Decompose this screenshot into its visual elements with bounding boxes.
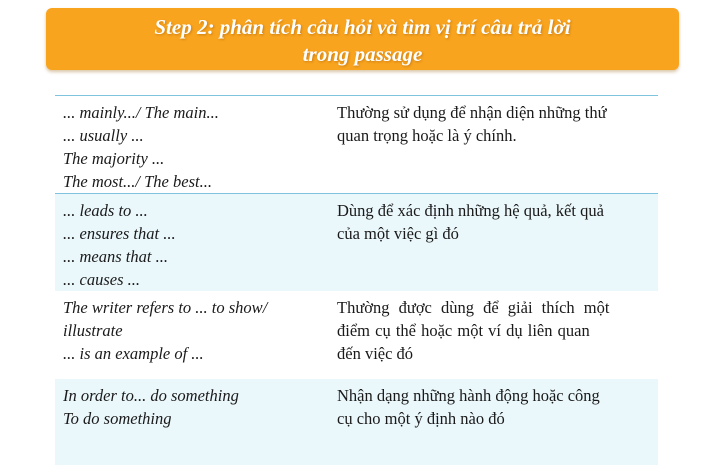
meaning-line: đến việc đó	[337, 344, 414, 363]
phrase-cell	[63, 199, 333, 291]
phrase-line: The majority ...	[63, 149, 165, 168]
banner-title-line-2: trong passage	[302, 42, 423, 66]
table-row	[55, 96, 658, 193]
phrase-line: ... is an example of ...	[63, 344, 204, 363]
meaning-line: của một việc gì đó	[337, 224, 459, 243]
meaning-cell	[337, 296, 651, 365]
meaning-line: Dùng để xác định những hệ quả, kết quả	[337, 201, 604, 220]
phrase-line: illustrate	[63, 321, 123, 340]
phrase-line: ... usually ...	[63, 126, 144, 145]
meaning-line: cụ cho một ý định nào đó	[337, 409, 505, 428]
phrase-line: ... mainly.../ The main...	[63, 103, 219, 122]
meaning-line: Nhận dạng những hành động hoặc công	[337, 386, 600, 405]
table-row	[55, 291, 658, 379]
phrase-line: The most.../ The best...	[63, 172, 212, 191]
phrase-line: To do something	[63, 409, 172, 428]
phrase-table	[55, 95, 658, 465]
banner-title-line-1: Step 2: phân tích câu hỏi và tìm vị trí câu trả lời	[154, 15, 571, 39]
phrase-cell	[63, 296, 333, 365]
phrase-line: ... leads to ...	[63, 201, 148, 220]
phrase-line: In order to... do something	[63, 386, 239, 405]
meaning-cell	[337, 199, 651, 245]
step-banner	[46, 8, 679, 70]
table-row	[55, 379, 658, 465]
meaning-cell	[337, 101, 651, 147]
meaning-line: quan trọng hoặc là ý chính.	[337, 126, 517, 145]
meaning-line: Thường sử dụng để nhận diện những thứ	[337, 103, 607, 122]
phrase-line: ... ensures that ...	[63, 224, 176, 243]
table-row	[55, 194, 658, 291]
phrase-line: ... means that ...	[63, 247, 168, 266]
phrase-line: ... causes ...	[63, 270, 140, 289]
meaning-line: Thường được dùng để giải thích một	[337, 298, 610, 317]
meaning-line: điểm cụ thể hoặc một ví dụ liên quan	[337, 321, 590, 340]
meaning-cell	[337, 384, 651, 430]
phrase-cell	[63, 101, 333, 193]
phrase-cell	[63, 384, 333, 430]
phrase-line: The writer refers to ... to show/	[63, 298, 268, 317]
